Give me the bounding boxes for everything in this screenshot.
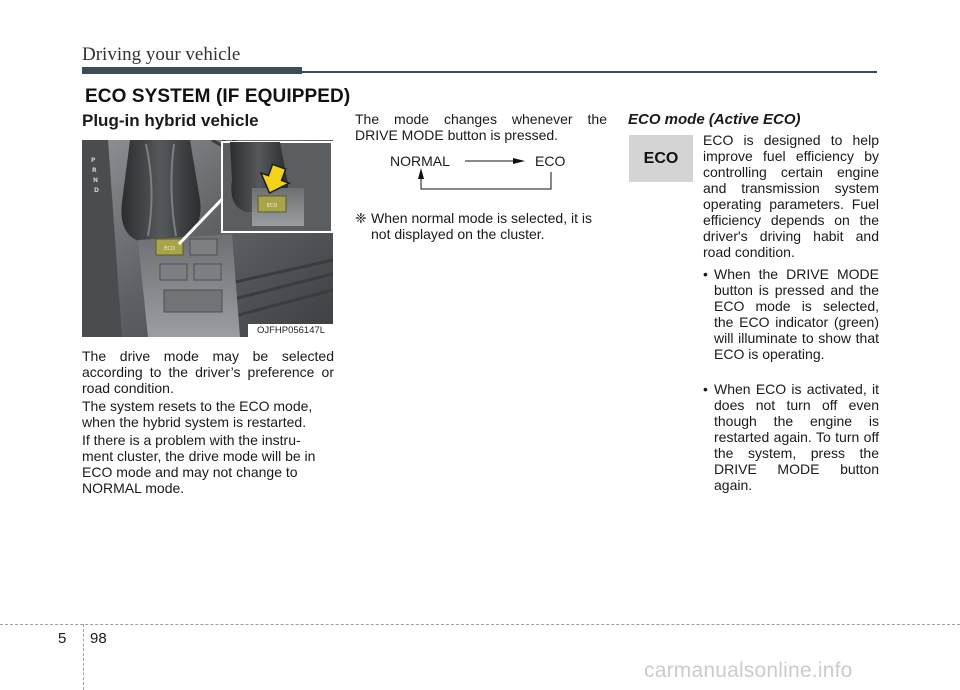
paragraph: The mode changes whenever the DRIVE MODE button is pressed. bbox=[355, 111, 607, 143]
plug-in-hybrid-heading: Plug-in hybrid vehicle bbox=[82, 111, 259, 130]
header-rule bbox=[302, 71, 877, 73]
watermark: carmanualsonline.info bbox=[644, 659, 853, 682]
section-title: ECO SYSTEM (IF EQUIPPED) bbox=[85, 86, 351, 107]
page-chapter-number: 5 bbox=[58, 630, 67, 647]
paragraph: If there is a problem with the instru- ment cluster, the drive mode will be in ECO mode and may not change to NORMAL mode. bbox=[82, 432, 316, 496]
photo-button-label: ECO bbox=[164, 246, 175, 252]
paragraph: ECO is designed to help improve fuel efficiency by controlling certain engine and transmission system operating parameters. Fuel efficiency depends on the driver's driving habit and road condition. bbox=[703, 132, 879, 260]
footer-divider bbox=[83, 624, 84, 690]
bullet-text: When ECO is activated, it does not turn off even though the engine is restarted again. To turn off the system, press the DRIVE MODE button again. bbox=[714, 381, 879, 493]
bullet-item bbox=[703, 266, 879, 362]
paragraph: The system resets to the ECO mode, when the hybrid system is restarted. bbox=[82, 398, 313, 430]
bullet-item bbox=[703, 381, 879, 493]
shifter-letter: N bbox=[93, 177, 99, 184]
return-arrow-icon bbox=[421, 172, 551, 189]
photo-code: OJFHP056147L bbox=[248, 324, 334, 337]
note-text: When normal mode is selected, it is not displayed on the cluster. bbox=[371, 210, 592, 242]
console-photo bbox=[82, 140, 333, 337]
header-bar bbox=[82, 67, 302, 74]
page-number: 98 bbox=[90, 630, 107, 647]
bullet-icon: • bbox=[703, 266, 708, 282]
eco-mode-heading: ECO mode (Active ECO) bbox=[628, 111, 801, 128]
shifter-letter: D bbox=[94, 187, 99, 194]
shifter-letter: R bbox=[92, 167, 97, 174]
note-symbol-icon: ❈ bbox=[355, 210, 367, 226]
paragraph: The drive mode may be selected according to the driver’s preference or road condition. bbox=[82, 348, 334, 396]
mode-normal-label: NORMAL bbox=[390, 153, 450, 169]
inset-button-label: ECO bbox=[266, 203, 278, 209]
mode-eco-label: ECO bbox=[535, 153, 566, 169]
footer-rule bbox=[0, 624, 960, 625]
eco-indicator-badge: ECO bbox=[629, 135, 693, 182]
chapter-title: Driving your vehicle bbox=[82, 44, 241, 65]
shifter-letter: P bbox=[91, 157, 96, 164]
bullet-text: When the DRIVE MODE button is pressed and the ECO mode is selected, the ECO indicator (green) will illuminate to show that ECO is operating. bbox=[714, 266, 879, 362]
bullet-icon: • bbox=[703, 381, 708, 397]
